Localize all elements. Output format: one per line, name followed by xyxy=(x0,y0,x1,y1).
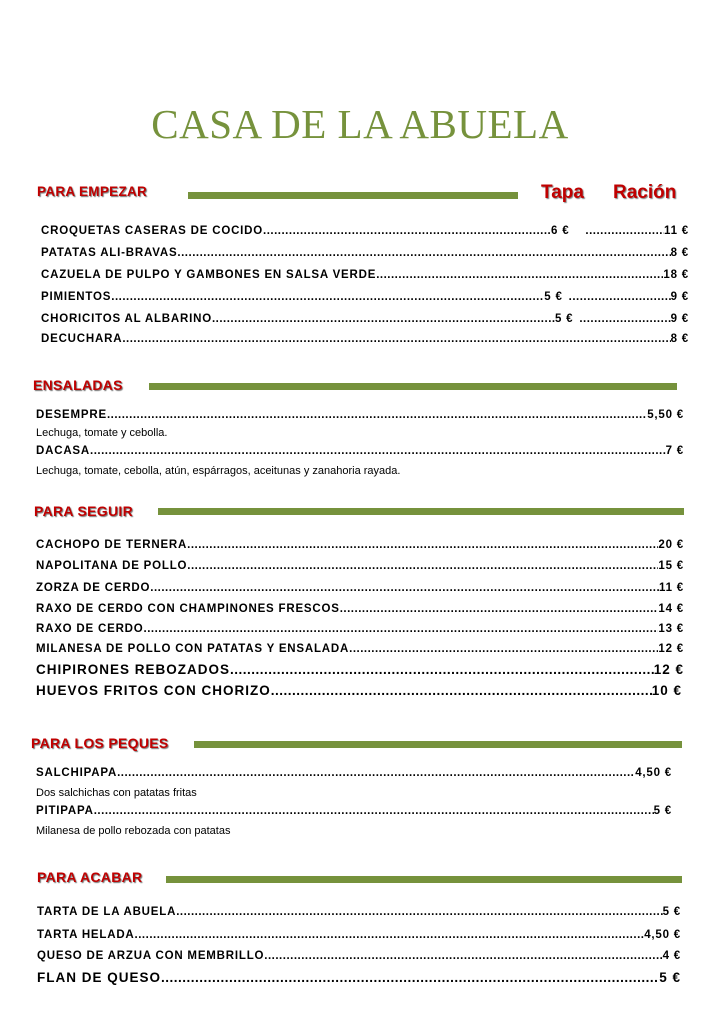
item-price-tapa: 5 € xyxy=(554,313,574,325)
item-name: CAZUELA DE PULPO Y GAMBONES EN SALSA VERDE xyxy=(41,269,377,281)
item-name: PATATAS ALI-BRAVAS xyxy=(41,247,178,259)
item-price: 11 € xyxy=(659,582,684,594)
menu-item-tarta-helada xyxy=(37,929,681,941)
leader-dots xyxy=(135,929,645,941)
leader-dots xyxy=(569,291,671,303)
menu-item-cachopo xyxy=(36,539,684,551)
leader-dots xyxy=(94,805,654,817)
leader-dots xyxy=(264,950,662,962)
section-bar-empezar xyxy=(188,192,518,199)
item-price-tapa: 5 € xyxy=(544,291,563,303)
item-price: 5 € xyxy=(659,970,681,985)
leader-dots xyxy=(122,333,670,345)
item-price: 13 € xyxy=(658,623,684,635)
item-price: 4,50 € xyxy=(635,767,672,779)
item-price-racion: 9 € xyxy=(670,291,689,303)
item-name: PITIPAPA xyxy=(36,805,94,817)
leader-dots xyxy=(177,247,670,259)
section-title-empezar: PARA EMPEZAR xyxy=(37,184,148,199)
leader-dots xyxy=(271,683,652,698)
item-name: NAPOLITANA DE POLLO xyxy=(36,560,188,572)
menu-item-flan xyxy=(37,970,681,985)
menu-item-croquetas xyxy=(41,225,689,237)
item-name: DECUCHARA xyxy=(41,333,123,345)
section-title-seguir: PARA SEGUIR xyxy=(34,503,133,519)
item-name: ZORZA DE CERDO xyxy=(36,582,151,594)
section-bar-ensaladas xyxy=(149,383,677,390)
menu-item-tarta-abuela xyxy=(37,906,681,918)
section-bar-seguir xyxy=(158,508,684,515)
menu-item-desempre xyxy=(36,409,684,421)
menu-item-raxo-champinones xyxy=(36,603,684,615)
menu-item-patatas xyxy=(41,247,689,259)
menu-item-cazuela xyxy=(41,269,689,281)
item-price: 7 € xyxy=(665,445,684,457)
item-name: DACASA xyxy=(36,445,90,457)
menu-item-napolitana xyxy=(36,560,684,572)
leader-dots xyxy=(263,225,551,237)
item-description: Lechuga, tomate y cebolla. xyxy=(36,427,168,439)
section-title-acabar: PARA ACABAR xyxy=(37,869,143,885)
menu-item-raxo xyxy=(36,623,684,635)
item-name: RAXO DE CERDO CON CHAMPIÑONES FRESCOS xyxy=(36,603,340,615)
item-price: 20 € xyxy=(658,539,684,551)
leader-dots xyxy=(585,225,664,237)
item-price: 4,50 € xyxy=(644,929,681,941)
column-header-racion: Ración xyxy=(613,182,677,203)
menu-item-pimientos xyxy=(41,291,689,303)
item-price: 14 € xyxy=(658,603,684,615)
item-description: Lechuga, tomate, cebolla, atún, espárragos, aceitunas y zanahoria rayada. xyxy=(36,465,401,477)
leader-dots xyxy=(187,539,658,551)
item-price: 8 € xyxy=(670,247,689,259)
item-name: TARTA HELADA xyxy=(37,929,135,941)
item-price: 12 € xyxy=(658,643,684,655)
item-name: PIMIENTOS xyxy=(41,291,112,303)
menu-item-huevos xyxy=(36,683,682,698)
menu-item-choricitos xyxy=(41,313,689,325)
leader-dots xyxy=(176,906,662,918)
leader-dots xyxy=(212,313,555,325)
item-name: FLAN DE QUESO xyxy=(37,970,162,985)
item-name: MILANESA DE POLLO CON PATATAS Y ENSALADA xyxy=(36,643,350,655)
section-bar-acabar xyxy=(166,876,682,883)
item-price: 5 € xyxy=(653,805,672,817)
section-title-ensaladas: ENSALADAS xyxy=(33,377,123,393)
item-name: RAXO DE CERDO xyxy=(36,623,144,635)
item-name: DESEMPRE xyxy=(36,409,107,421)
item-price: 5 € xyxy=(662,906,681,918)
item-name: CACHOPO DE TERNERA xyxy=(36,539,188,551)
menu-item-decuchara xyxy=(41,333,689,345)
item-price: 10 € xyxy=(651,683,682,698)
leader-dots xyxy=(230,662,654,677)
column-header-tapa: Tapa xyxy=(541,182,584,203)
menu-item-zorza xyxy=(36,582,684,594)
item-name: CROQUETAS CASERAS DE COCIDO xyxy=(41,225,264,237)
item-price-racion: 9 € xyxy=(670,313,689,325)
item-name: SALCHIPAPA xyxy=(36,767,118,779)
item-description: Milanesa de pollo rebozada con patatas xyxy=(36,825,231,837)
item-price: 5,50 € xyxy=(647,409,684,421)
item-name: CHORICITOS AL ALBARIÑO xyxy=(41,313,212,325)
item-price: 15 € xyxy=(658,560,684,572)
menu-item-milanesa xyxy=(36,643,684,655)
leader-dots xyxy=(579,313,670,325)
item-name: CHIPIRONES REBOZADOS xyxy=(36,662,231,677)
section-title-peques: PARA LOS PEQUES xyxy=(31,735,169,751)
menu-title: CASA DE LA ABUELA xyxy=(151,101,569,147)
leader-dots xyxy=(340,603,659,615)
leader-dots xyxy=(376,269,663,281)
item-name: QUESO DE ARZÚA CON MEMBRILLO xyxy=(37,950,265,962)
menu-item-dacasa xyxy=(36,445,684,457)
item-price: 4 € xyxy=(662,950,681,962)
item-price: 8 € xyxy=(670,333,689,345)
item-price: 12 € xyxy=(653,662,684,677)
leader-dots xyxy=(111,291,544,303)
item-price: 18 € xyxy=(663,269,689,281)
item-description: Dos salchichas con patatas fritas xyxy=(36,787,197,799)
section-bar-peques xyxy=(194,741,682,748)
menu-item-queso-arzua xyxy=(37,950,681,962)
menu-item-pitipapa xyxy=(36,805,672,817)
leader-dots xyxy=(144,623,659,635)
leader-dots xyxy=(150,582,659,594)
leader-dots xyxy=(90,445,666,457)
menu-item-salchipapa xyxy=(36,767,672,779)
menu-item-chipirones xyxy=(36,662,684,677)
leader-dots xyxy=(107,409,647,421)
item-name: HUEVOS FRITOS CON CHORIZO xyxy=(36,683,271,698)
leader-dots xyxy=(161,970,659,985)
leader-dots xyxy=(117,767,635,779)
item-name: TARTA DE LA ABUELA xyxy=(37,906,177,918)
leader-dots xyxy=(349,643,658,655)
leader-dots xyxy=(187,560,658,572)
item-price-racion: 11 € xyxy=(664,225,689,237)
item-price-tapa: 6 € xyxy=(551,225,570,237)
